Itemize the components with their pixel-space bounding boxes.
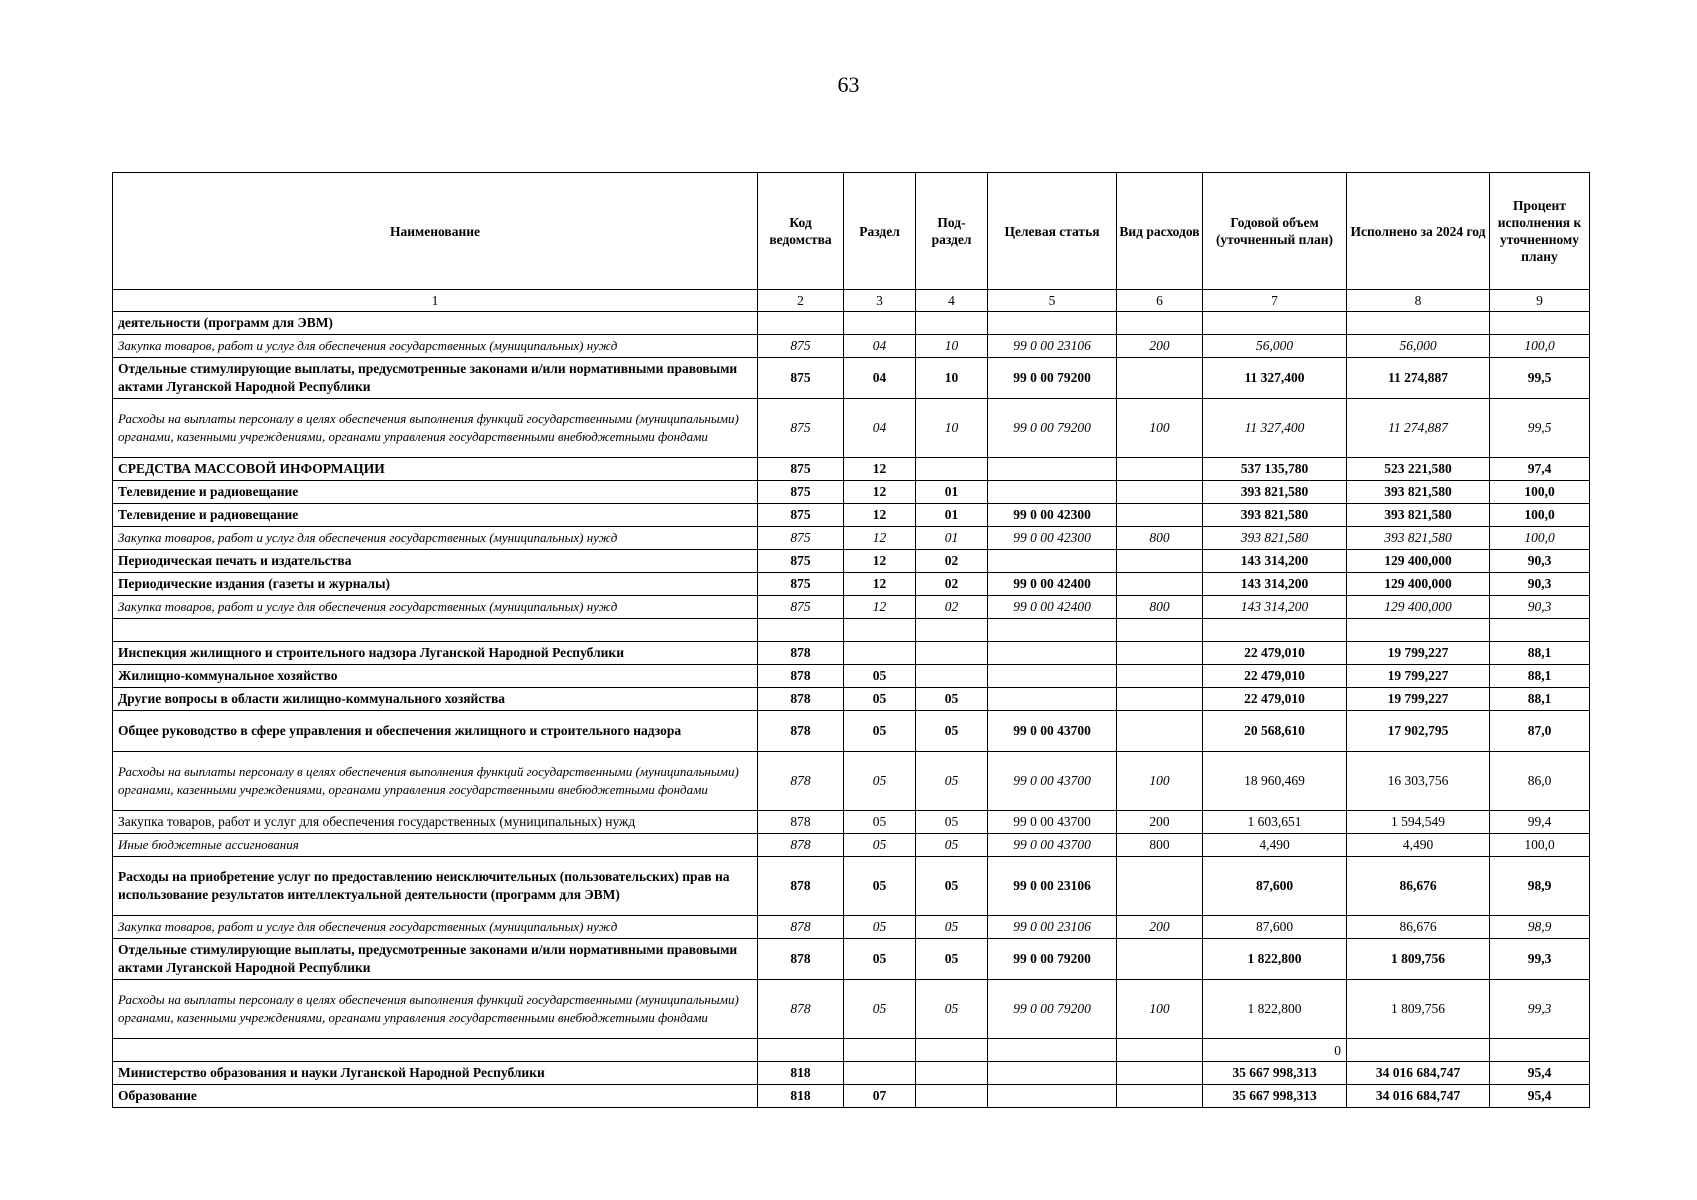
row-vedomstvo: 878 [758, 688, 844, 711]
row-vid: 100 [1117, 752, 1203, 811]
header-razdel: Раздел [844, 173, 916, 290]
row-procent: 99,3 [1490, 939, 1590, 980]
row-vedomstvo: 875 [758, 481, 844, 504]
table-row [113, 688, 1590, 711]
row-celevaya [988, 481, 1117, 504]
column-number: 8 [1347, 290, 1490, 312]
row-celevaya: 99 0 00 43700 [988, 752, 1117, 811]
row-procent: 98,9 [1490, 857, 1590, 916]
table-row [113, 312, 1590, 335]
row-podrazdel [916, 665, 988, 688]
row-ispolneno: 4,490 [1347, 834, 1490, 857]
row-plan: 11 327,400 [1203, 399, 1347, 458]
row-procent: 90,3 [1490, 573, 1590, 596]
row-vid [1117, 1085, 1203, 1108]
table-row-empty [113, 1039, 1590, 1062]
row-podrazdel [916, 642, 988, 665]
row-name: Закупка товаров, работ и услуг для обеспечения государственных (муниципальных) нужд [113, 596, 758, 619]
row-ispolneno: 523 221,580 [1347, 458, 1490, 481]
row-vid [1117, 1062, 1203, 1085]
column-number: 7 [1203, 290, 1347, 312]
row-procent: 95,4 [1490, 1062, 1590, 1085]
row-vid [1117, 573, 1203, 596]
row-podrazdel [916, 619, 988, 642]
row-razdel: 05 [844, 980, 916, 1039]
row-procent: 99,5 [1490, 399, 1590, 458]
header-name: Наименование [113, 173, 758, 290]
row-razdel: 12 [844, 573, 916, 596]
row-podrazdel: 05 [916, 688, 988, 711]
column-number: 2 [758, 290, 844, 312]
table-row [113, 358, 1590, 399]
header-vid: Вид расходов [1117, 173, 1203, 290]
row-celevaya [988, 665, 1117, 688]
row-procent: 95,4 [1490, 1085, 1590, 1108]
row-vedomstvo: 875 [758, 399, 844, 458]
row-name: Закупка товаров, работ и услуг для обеспечения государственных (муниципальных) нужд [113, 335, 758, 358]
row-name: Закупка товаров, работ и услуг для обеспечения государственных (муниципальных) нужд [113, 527, 758, 550]
row-vid: 100 [1117, 980, 1203, 1039]
header-row [113, 173, 1590, 290]
row-podrazdel: 05 [916, 939, 988, 980]
row-vedomstvo: 878 [758, 811, 844, 834]
row-podrazdel: 05 [916, 980, 988, 1039]
column-number-row [113, 290, 1590, 312]
row-name: Расходы на выплаты персоналу в целях обеспечения выполнения функций государственными (муниципальными) органами, казенными учреждениями, органами управления государственными внебюджетными фондами [113, 980, 758, 1039]
row-celevaya: 99 0 00 43700 [988, 834, 1117, 857]
row-razdel: 12 [844, 527, 916, 550]
row-plan: 35 667 998,313 [1203, 1062, 1347, 1085]
row-vid: 200 [1117, 916, 1203, 939]
page-number: 63 [837, 72, 860, 97]
row-ispolneno: 17 902,795 [1347, 711, 1490, 752]
row-vedomstvo: 875 [758, 550, 844, 573]
table-row [113, 1085, 1590, 1108]
row-ispolneno: 19 799,227 [1347, 688, 1490, 711]
row-podrazdel: 05 [916, 834, 988, 857]
row-celevaya: 99 0 00 42300 [988, 527, 1117, 550]
row-procent: 88,1 [1490, 642, 1590, 665]
row-podrazdel [916, 312, 988, 335]
row-plan: 87,600 [1203, 857, 1347, 916]
row-razdel: 05 [844, 752, 916, 811]
row-name: Расходы на выплаты персоналу в целях обеспечения выполнения функций государственными (муниципальными) органами, казенными учреждениями, органами управления государственными внебюджетными фондами [113, 752, 758, 811]
row-celevaya: 99 0 00 23106 [988, 857, 1117, 916]
row-razdel: 12 [844, 504, 916, 527]
row-celevaya [988, 642, 1117, 665]
row-razdel: 05 [844, 939, 916, 980]
table-row [113, 504, 1590, 527]
table-row [113, 481, 1590, 504]
row-ispolneno: 393 821,580 [1347, 481, 1490, 504]
row-plan: 56,000 [1203, 335, 1347, 358]
row-procent: 86,0 [1490, 752, 1590, 811]
row-podrazdel: 01 [916, 504, 988, 527]
row-plan: 4,490 [1203, 834, 1347, 857]
row-plan: 18 960,469 [1203, 752, 1347, 811]
table-row [113, 335, 1590, 358]
table-row [113, 857, 1590, 916]
row-plan: 87,600 [1203, 916, 1347, 939]
row-vedomstvo: 878 [758, 857, 844, 916]
row-podrazdel [916, 458, 988, 481]
row-plan: 393 821,580 [1203, 527, 1347, 550]
row-plan: 1 822,800 [1203, 939, 1347, 980]
row-vedomstvo: 818 [758, 1062, 844, 1085]
row-vedomstvo: 875 [758, 573, 844, 596]
row-ispolneno [1347, 619, 1490, 642]
row-razdel: 05 [844, 811, 916, 834]
row-ispolneno: 129 400,000 [1347, 596, 1490, 619]
row-razdel [844, 1039, 916, 1062]
row-name: Образование [113, 1085, 758, 1108]
table-row [113, 642, 1590, 665]
header-celevaya: Целевая статья [988, 173, 1117, 290]
row-vedomstvo: 875 [758, 527, 844, 550]
row-ispolneno: 16 303,756 [1347, 752, 1490, 811]
row-procent: 100,0 [1490, 481, 1590, 504]
row-razdel: 04 [844, 358, 916, 399]
row-procent: 97,4 [1490, 458, 1590, 481]
table-row [113, 980, 1590, 1039]
row-vedomstvo: 878 [758, 939, 844, 980]
row-ispolneno [1347, 312, 1490, 335]
row-podrazdel [916, 1062, 988, 1085]
row-procent [1490, 619, 1590, 642]
row-plan: 35 667 998,313 [1203, 1085, 1347, 1108]
row-plan: 1 822,800 [1203, 980, 1347, 1039]
row-razdel: 05 [844, 834, 916, 857]
row-name: Телевидение и радиовещание [113, 481, 758, 504]
row-vedomstvo: 818 [758, 1085, 844, 1108]
row-razdel: 12 [844, 596, 916, 619]
row-name: Закупка товаров, работ и услуг для обеспечения государственных (муниципальных) нужд [113, 811, 758, 834]
row-vedomstvo: 875 [758, 504, 844, 527]
column-number: 9 [1490, 290, 1590, 312]
row-ispolneno: 19 799,227 [1347, 665, 1490, 688]
row-celevaya [988, 1085, 1117, 1108]
row-podrazdel: 02 [916, 573, 988, 596]
row-procent: 88,1 [1490, 665, 1590, 688]
row-name: Иные бюджетные ассигнования [113, 834, 758, 857]
row-celevaya [988, 550, 1117, 573]
table-row [113, 834, 1590, 857]
row-vedomstvo: 875 [758, 458, 844, 481]
row-name: Отдельные стимулирующие выплаты, предусмотренные законами и/или нормативными правовыми актами Луганской Народной Республики [113, 358, 758, 399]
column-number: 6 [1117, 290, 1203, 312]
row-vid [1117, 312, 1203, 335]
row-razdel: 07 [844, 1085, 916, 1108]
row-podrazdel: 05 [916, 711, 988, 752]
row-vid [1117, 1039, 1203, 1062]
row-vid: 800 [1117, 834, 1203, 857]
row-plan: 0 [1203, 1039, 1347, 1062]
row-procent: 90,3 [1490, 596, 1590, 619]
row-name: Министерство образования и науки Луганской Народной Республики [113, 1062, 758, 1085]
row-celevaya: 99 0 00 23106 [988, 335, 1117, 358]
table-row [113, 665, 1590, 688]
column-number: 5 [988, 290, 1117, 312]
row-plan: 11 327,400 [1203, 358, 1347, 399]
row-name: Расходы на приобретение услуг по предоставлению неисключительных (пользовательских) прав на использование результатов интеллектуальной деятельности (программ для ЭВМ) [113, 857, 758, 916]
row-podrazdel [916, 1085, 988, 1108]
row-plan: 143 314,200 [1203, 596, 1347, 619]
row-vedomstvo: 878 [758, 916, 844, 939]
column-number: 4 [916, 290, 988, 312]
row-razdel: 12 [844, 458, 916, 481]
row-celevaya [988, 1062, 1117, 1085]
row-vid: 200 [1117, 811, 1203, 834]
row-vedomstvo: 878 [758, 665, 844, 688]
row-procent: 100,0 [1490, 504, 1590, 527]
row-name: Другие вопросы в области жилищно-коммунального хозяйства [113, 688, 758, 711]
row-podrazdel: 10 [916, 399, 988, 458]
row-ispolneno: 1 809,756 [1347, 980, 1490, 1039]
row-vid: 200 [1117, 335, 1203, 358]
row-procent: 87,0 [1490, 711, 1590, 752]
row-podrazdel: 02 [916, 596, 988, 619]
row-procent: 100,0 [1490, 527, 1590, 550]
row-procent: 98,9 [1490, 916, 1590, 939]
row-vid [1117, 619, 1203, 642]
table-row-empty [113, 619, 1590, 642]
row-razdel: 04 [844, 399, 916, 458]
row-ispolneno: 11 274,887 [1347, 358, 1490, 399]
row-vid [1117, 550, 1203, 573]
row-celevaya: 99 0 00 79200 [988, 399, 1117, 458]
row-ispolneno: 34 016 684,747 [1347, 1085, 1490, 1108]
row-celevaya [988, 619, 1117, 642]
row-procent: 99,4 [1490, 811, 1590, 834]
row-procent: 88,1 [1490, 688, 1590, 711]
row-vid [1117, 504, 1203, 527]
row-podrazdel: 02 [916, 550, 988, 573]
row-vedomstvo: 878 [758, 980, 844, 1039]
row-vedomstvo [758, 312, 844, 335]
row-podrazdel: 05 [916, 857, 988, 916]
row-name: Закупка товаров, работ и услуг для обеспечения государственных (муниципальных) нужд [113, 916, 758, 939]
row-name: деятельности (программ для ЭВМ) [113, 312, 758, 335]
row-razdel [844, 312, 916, 335]
row-procent: 100,0 [1490, 335, 1590, 358]
row-podrazdel: 01 [916, 527, 988, 550]
row-vid [1117, 665, 1203, 688]
row-podrazdel: 10 [916, 358, 988, 399]
row-procent: 99,3 [1490, 980, 1590, 1039]
row-vedomstvo: 875 [758, 596, 844, 619]
row-ispolneno: 56,000 [1347, 335, 1490, 358]
row-name [113, 1039, 758, 1062]
row-ispolneno: 19 799,227 [1347, 642, 1490, 665]
row-name [113, 619, 758, 642]
row-celevaya: 99 0 00 43700 [988, 811, 1117, 834]
row-celevaya [988, 458, 1117, 481]
row-ispolneno: 86,676 [1347, 857, 1490, 916]
row-name: Инспекция жилищного и строительного надзора Луганской Народной Республики [113, 642, 758, 665]
row-celevaya [988, 312, 1117, 335]
row-celevaya [988, 1039, 1117, 1062]
row-celevaya: 99 0 00 79200 [988, 939, 1117, 980]
row-vedomstvo [758, 619, 844, 642]
row-celevaya: 99 0 00 23106 [988, 916, 1117, 939]
row-procent: 90,3 [1490, 550, 1590, 573]
header-podrazdel: Под-раздел [916, 173, 988, 290]
row-ispolneno: 11 274,887 [1347, 399, 1490, 458]
table-row [113, 811, 1590, 834]
row-vid [1117, 481, 1203, 504]
table-row [113, 550, 1590, 573]
row-ispolneno: 1 594,549 [1347, 811, 1490, 834]
row-plan: 143 314,200 [1203, 550, 1347, 573]
row-vid [1117, 642, 1203, 665]
row-razdel: 05 [844, 665, 916, 688]
row-razdel: 05 [844, 711, 916, 752]
row-ispolneno: 34 016 684,747 [1347, 1062, 1490, 1085]
table-row [113, 527, 1590, 550]
table-row [113, 752, 1590, 811]
row-plan: 143 314,200 [1203, 573, 1347, 596]
row-razdel: 05 [844, 916, 916, 939]
row-name: Телевидение и радиовещание [113, 504, 758, 527]
row-vid [1117, 711, 1203, 752]
row-name: Отдельные стимулирующие выплаты, предусмотренные законами и/или нормативными правовыми актами Луганской Народной Республики [113, 939, 758, 980]
row-plan: 22 479,010 [1203, 665, 1347, 688]
table-row [113, 458, 1590, 481]
row-vid [1117, 358, 1203, 399]
row-plan: 22 479,010 [1203, 688, 1347, 711]
row-celevaya: 99 0 00 42300 [988, 504, 1117, 527]
row-procent [1490, 312, 1590, 335]
row-celevaya: 99 0 00 79200 [988, 980, 1117, 1039]
row-name: Периодические издания (газеты и журналы) [113, 573, 758, 596]
row-vid [1117, 857, 1203, 916]
row-ispolneno: 129 400,000 [1347, 573, 1490, 596]
row-procent: 99,5 [1490, 358, 1590, 399]
column-number: 3 [844, 290, 916, 312]
row-vid: 800 [1117, 527, 1203, 550]
row-podrazdel: 05 [916, 811, 988, 834]
header-ispolneno: Исполнено за 2024 год [1347, 173, 1490, 290]
row-razdel: 04 [844, 335, 916, 358]
row-name: Общее руководство в сфере управления и обеспечения жилищного и строительного надзора [113, 711, 758, 752]
row-vedomstvo: 875 [758, 335, 844, 358]
row-plan: 393 821,580 [1203, 481, 1347, 504]
table-row [113, 573, 1590, 596]
row-podrazdel: 05 [916, 916, 988, 939]
row-plan [1203, 312, 1347, 335]
row-procent: 100,0 [1490, 834, 1590, 857]
row-razdel: 05 [844, 857, 916, 916]
row-ispolneno: 393 821,580 [1347, 527, 1490, 550]
row-procent [1490, 1039, 1590, 1062]
row-ispolneno: 393 821,580 [1347, 504, 1490, 527]
row-celevaya: 99 0 00 43700 [988, 711, 1117, 752]
row-ispolneno [1347, 1039, 1490, 1062]
row-razdel: 05 [844, 688, 916, 711]
row-vid: 100 [1117, 399, 1203, 458]
row-razdel [844, 642, 916, 665]
row-plan: 1 603,651 [1203, 811, 1347, 834]
header-procent: Процент исполнения к уточненному плану [1490, 173, 1590, 290]
header-plan: Годовой объем (уточненный план) [1203, 173, 1347, 290]
row-razdel [844, 619, 916, 642]
row-name: Жилищно-коммунальное хозяйство [113, 665, 758, 688]
row-vedomstvo: 878 [758, 752, 844, 811]
row-celevaya [988, 688, 1117, 711]
table-row [113, 916, 1590, 939]
row-vedomstvo: 878 [758, 711, 844, 752]
table-row [113, 939, 1590, 980]
row-plan [1203, 619, 1347, 642]
row-podrazdel: 10 [916, 335, 988, 358]
row-vedomstvo: 878 [758, 834, 844, 857]
row-podrazdel: 01 [916, 481, 988, 504]
row-plan: 22 479,010 [1203, 642, 1347, 665]
row-plan: 393 821,580 [1203, 504, 1347, 527]
row-vid [1117, 458, 1203, 481]
table-row [113, 399, 1590, 458]
row-celevaya: 99 0 00 42400 [988, 573, 1117, 596]
row-celevaya: 99 0 00 42400 [988, 596, 1117, 619]
row-ispolneno: 1 809,756 [1347, 939, 1490, 980]
row-name: Периодическая печать и издательства [113, 550, 758, 573]
table-row [113, 596, 1590, 619]
row-vid: 800 [1117, 596, 1203, 619]
row-podrazdel [916, 1039, 988, 1062]
table-row [113, 711, 1590, 752]
row-vid [1117, 688, 1203, 711]
column-number: 1 [113, 290, 758, 312]
budget-table [112, 172, 1590, 1108]
row-ispolneno: 86,676 [1347, 916, 1490, 939]
row-plan: 20 568,610 [1203, 711, 1347, 752]
row-vid [1117, 939, 1203, 980]
row-name: Расходы на выплаты персоналу в целях обеспечения выполнения функций государственными (муниципальными) органами, казенными учреждениями, органами управления государственными внебюджетными фондами [113, 399, 758, 458]
row-ispolneno: 129 400,000 [1347, 550, 1490, 573]
row-razdel [844, 1062, 916, 1085]
row-razdel: 12 [844, 481, 916, 504]
header-vedomstvo: Код ведомства [758, 173, 844, 290]
row-vedomstvo: 875 [758, 358, 844, 399]
row-podrazdel: 05 [916, 752, 988, 811]
row-vedomstvo: 878 [758, 642, 844, 665]
row-celevaya: 99 0 00 79200 [988, 358, 1117, 399]
row-plan: 537 135,780 [1203, 458, 1347, 481]
row-razdel: 12 [844, 550, 916, 573]
row-name: СРЕДСТВА МАССОВОЙ ИНФОРМАЦИИ [113, 458, 758, 481]
row-vedomstvo [758, 1039, 844, 1062]
table-row [113, 1062, 1590, 1085]
